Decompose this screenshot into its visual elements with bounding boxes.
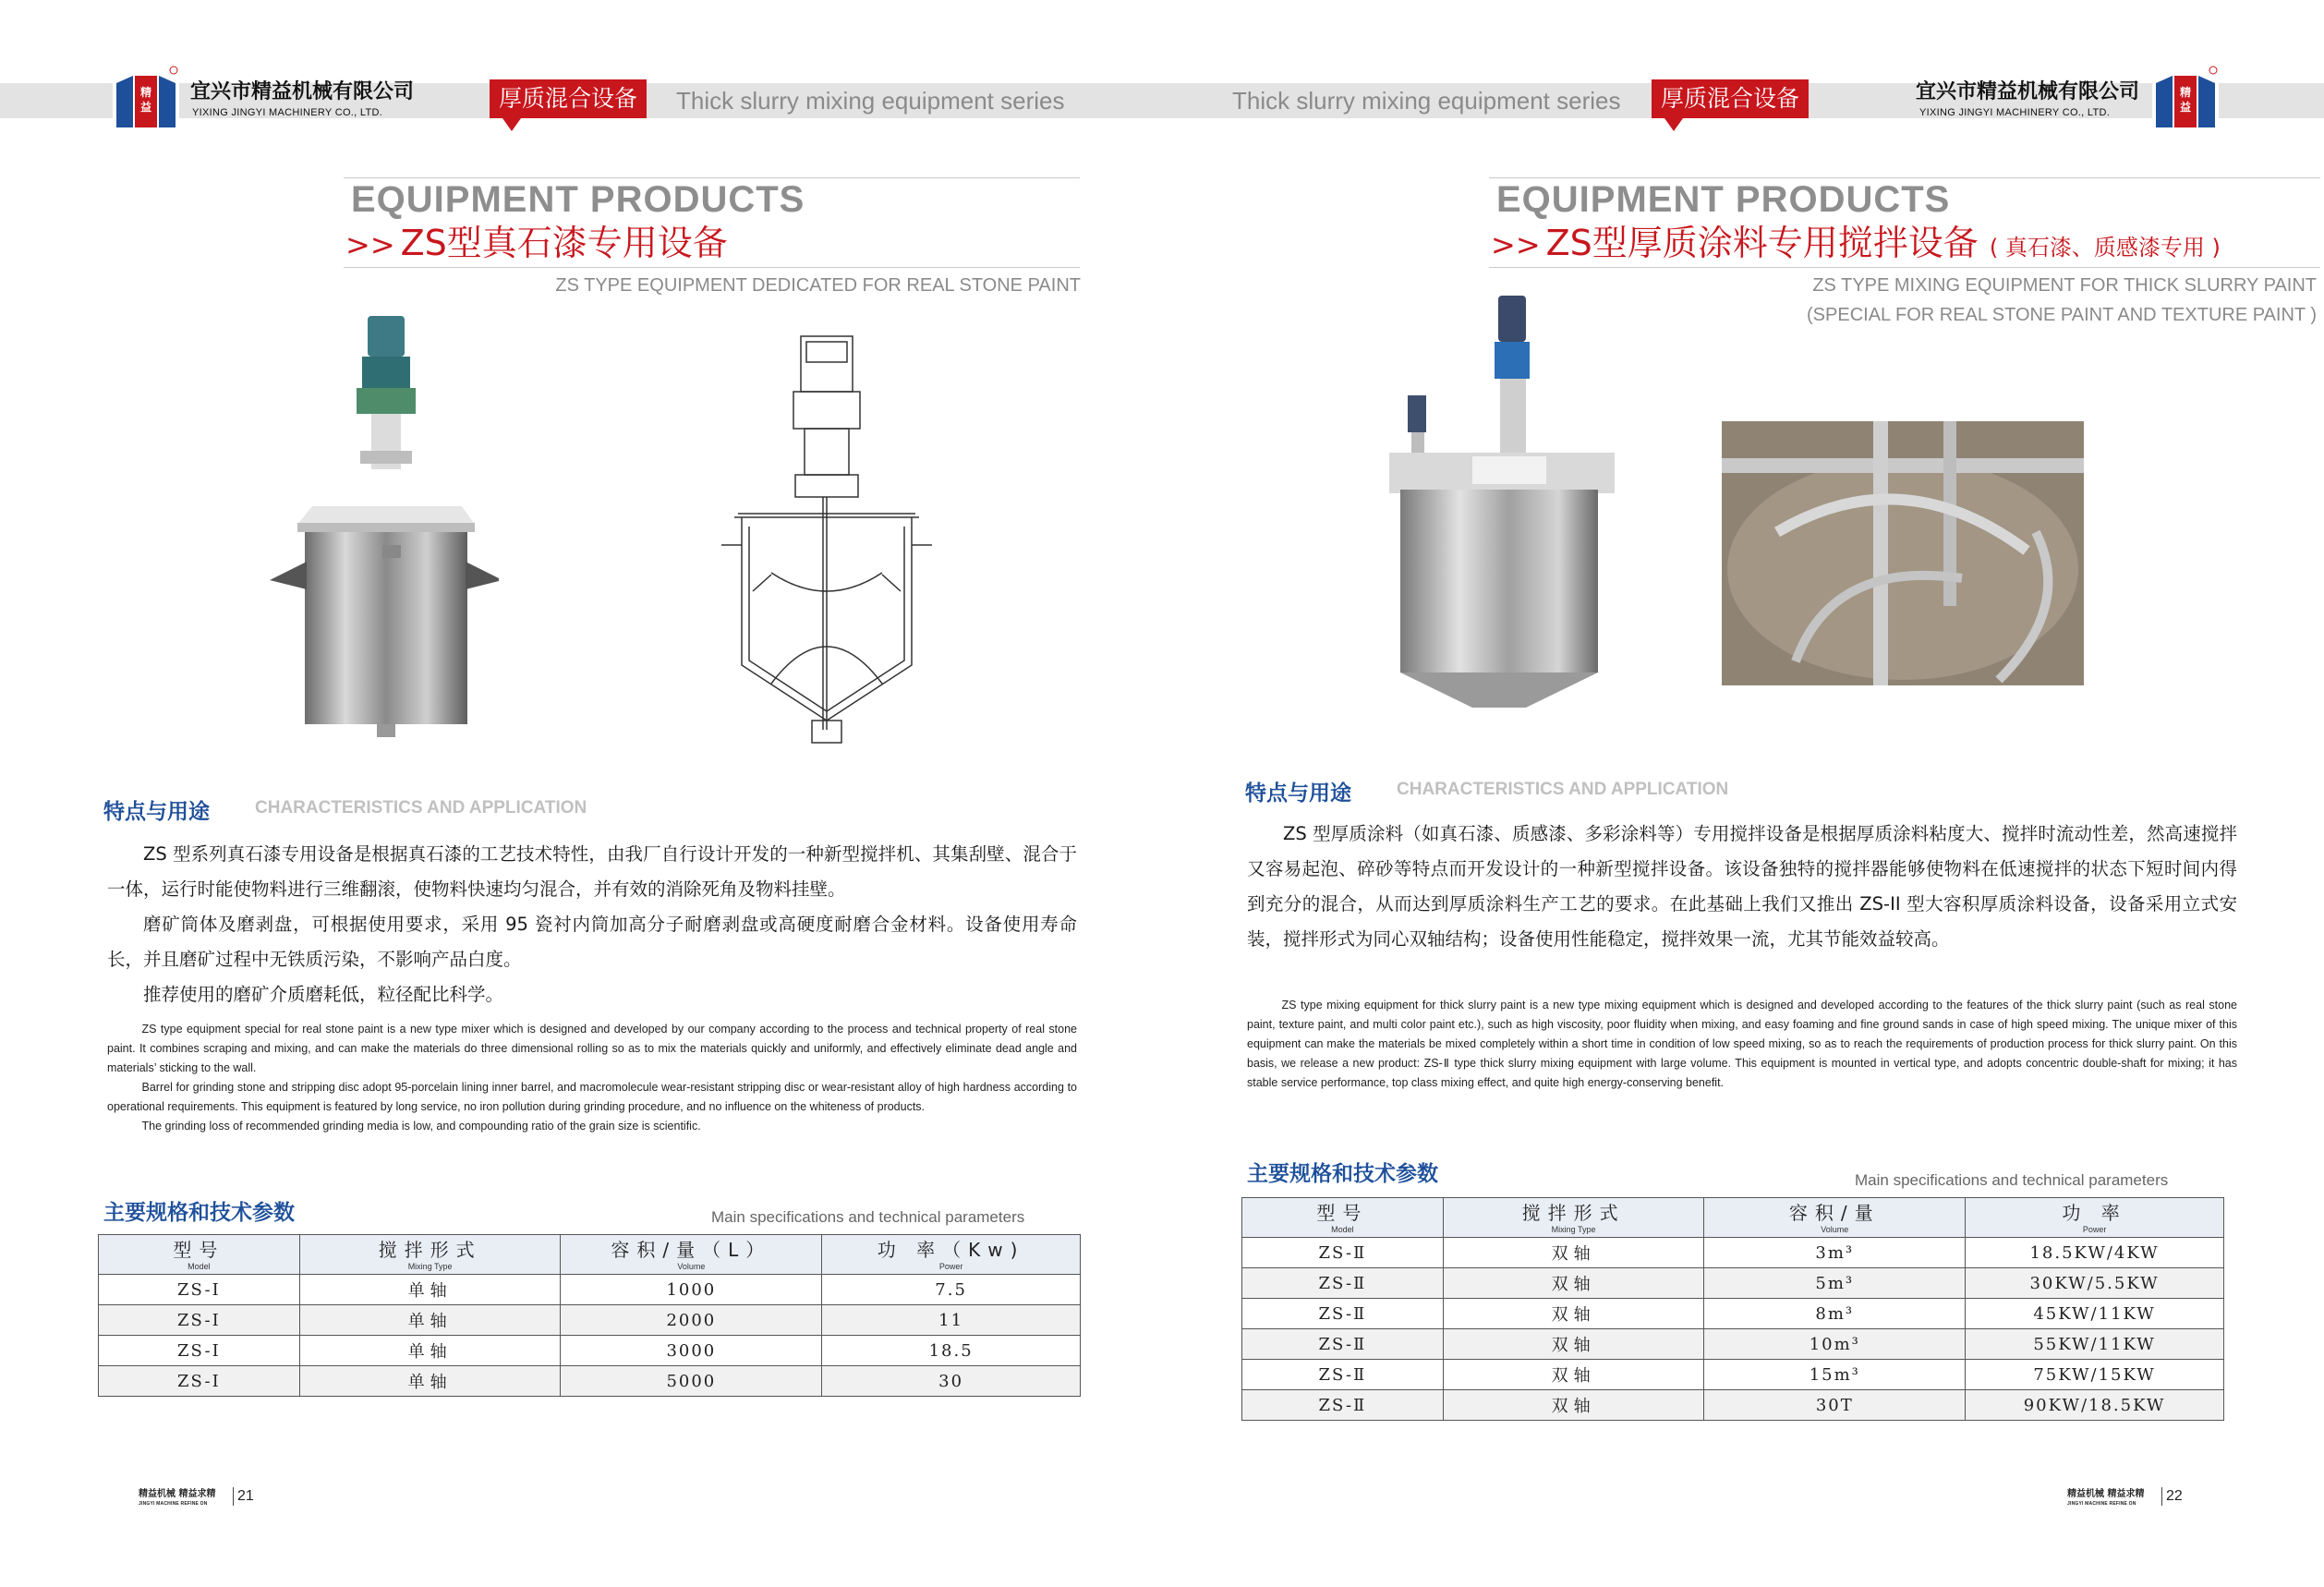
footer-brand: 精益机械 精益求精 JINGYI MACHINE REFINE ON xyxy=(139,1489,216,1507)
heading-rule-top xyxy=(1489,177,2320,178)
page-number: 21 xyxy=(233,1487,254,1506)
spec-heading-en: Main specifications and technical parameters xyxy=(711,1208,1025,1226)
table-row: ZS-Ⅱ 双轴 10m³ 55KW/11KW xyxy=(1242,1329,2224,1360)
description-en-para: The grinding loss of recommended grinding media is low, and compounding ratio of the grain size is scientific. xyxy=(141,1120,701,1133)
char-heading-cn: 特点与用途 xyxy=(103,800,210,824)
heading-rule-bottom xyxy=(1489,267,2320,268)
technical-drawing xyxy=(716,333,938,748)
title-chevron: >> xyxy=(1491,227,1541,262)
heading-rule-bottom xyxy=(344,267,1080,268)
series-tag: 厚质混合设备 xyxy=(490,79,647,118)
page-title xyxy=(345,214,728,265)
table-row: ZS-Ⅱ 双轴 5m³ 30KW/5.5KW xyxy=(1242,1268,2224,1299)
table-header-row xyxy=(99,1235,1081,1275)
description-cn-para: ZS 型系列真石漆专用设备是根据真石漆的工艺技术特性，由我厂自行设计开发的一种新型搅拌机、其集刮壁、混合于一体，运行时能使物料进行三维翻滚，使物料快速均匀混合，并有效的消除死角及物料挂壁。 xyxy=(107,843,1077,900)
description-en-para: ZS type mixing equipment for thick slurry paint is a new type mixing equipment which is designed and developed according to the features of the thick slurry paint (such as real stone paint, texture paint, and multi color paint etc.), such as high viscosity, poor fluidity when mixing, and easy foaming and fine ground sands in case of high speed mixing. The unique mixer of this equipment can make the materials be mixed completely within a short time in condition of low speed mixing, so as to reach the requirements of production process for thick slurry paint. On this basis, we release a new product: ZS-Ⅱ type thick slurry mixing equipment with large volume. This equipment is mounted in vertical type, and adopts concentric double-shaft for mixing; it has stable service performance, top class mixing effect, and quite high energy-conserving benefit. xyxy=(1247,999,2237,1089)
title-sub: ( 真石漆、质感漆专用 ) xyxy=(1989,235,2221,260)
col-model: 型号 Model xyxy=(1242,1198,1444,1238)
series-name-en: Thick slurry mixing equipment series xyxy=(1232,87,1621,115)
col-model: 型号 Model xyxy=(99,1235,300,1275)
subtitle-en: ZS TYPE EQUIPMENT DEDICATED FOR REAL STONE PAINT xyxy=(555,275,1081,296)
description-cn-para: ZS 型厚质涂料（如真石漆、质感漆、多彩涂料等）专用搅拌设备是根据厚质涂料粘度大、搅拌时流动性差，然高速搅拌又容易起泡、碎砂等特点而开发设计的一种新型搅拌设备。该设备独特的搅拌器能够使物料在低速搅拌的状态下短时间内得到充分的混合，从而达到厚质涂料生产工艺的要求。在此基础上我们又推出 ZS-II 型大容积厚质涂料设备，设备采用立式安装，搅拌形式为同心双轴结构；设备使用性能稳定，搅拌效果一流，尤其节能效益较高。 xyxy=(1247,823,2237,950)
series-name-en: Thick slurry mixing equipment series xyxy=(676,87,1065,115)
description-cn-para: 推荐使用的磨矿介质磨耗低，粒径配比科学。 xyxy=(143,984,504,1005)
svg-text:益: 益 xyxy=(140,101,152,114)
svg-text:精: 精 xyxy=(2180,86,2192,99)
spec-table xyxy=(1241,1197,2224,1421)
eq-products-heading: EQUIPMENT PRODUCTS xyxy=(351,179,805,220)
title-chevron: >> xyxy=(345,227,395,262)
col-mixing-type: 搅拌形式 Mixing Type xyxy=(1443,1198,1704,1238)
subtitle-en: ZS TYPE MIXING EQUIPMENT FOR THICK SLURRY PAINT xyxy=(1812,275,2317,296)
char-heading-en: CHARACTERISTICS AND APPLICATION xyxy=(255,798,587,818)
product-photo xyxy=(268,312,499,746)
footer-brand: 精益机械 精益求精 JINGYI MACHINE REFINE ON xyxy=(2067,1489,2145,1507)
company-logo-icon xyxy=(2152,63,2219,129)
company-logo-icon xyxy=(113,63,179,129)
table-row: ZS-I 单轴 2000 11 xyxy=(99,1305,1081,1336)
title-text: ZS型厚质涂料专用搅拌设备 xyxy=(1545,223,1979,263)
company-name-en: YIXING JINGYI MACHINERY CO., LTD. xyxy=(1919,107,2111,118)
description-cn xyxy=(107,837,1077,1012)
table-row: ZS-Ⅱ 双轴 8m³ 45KW/11KW xyxy=(1242,1299,2224,1329)
description-cn-para: 磨矿筒体及磨剥盘，可根据使用要求，采用 95 瓷衬内筒加高分子耐磨剥盘或高硬度耐磨合金材料。设备使用寿命长，并且磨矿过程中无铁质污染，不影响产品白度。 xyxy=(107,914,1077,970)
spec-table xyxy=(98,1234,1081,1397)
table-header-row xyxy=(1242,1198,2224,1238)
col-power: 功 率 Power xyxy=(1966,1198,2224,1238)
svg-text:精: 精 xyxy=(140,86,152,99)
char-heading-cn: 特点与用途 xyxy=(1245,781,1351,806)
spec-heading-cn: 主要规格和技术参数 xyxy=(1247,1162,1438,1186)
table-row: ZS-Ⅱ 双轴 30T 90KW/18.5KW xyxy=(1242,1390,2224,1421)
description-en-para: ZS type equipment special for real stone paint is a new type mixer which is designed and developed by our company according to the process and technical property of real stone paint. It combines scraping and mixing, and can make the materials do three dimensional rolling so as to mix the materials quickly and uniformly, and effectively eliminate dead angle and materials’ sticking to the wall. xyxy=(107,1023,1077,1074)
table-row: ZS-I 单轴 3000 18.5 xyxy=(99,1336,1081,1366)
spec-heading-en: Main specifications and technical parameters xyxy=(1855,1171,2169,1189)
table-row: ZS-I 单轴 5000 30 xyxy=(99,1366,1081,1397)
company-name-cn: 宜兴市精益机械有限公司 xyxy=(190,80,415,103)
subtitle-en-2: (SPECIAL FOR REAL STONE PAINT AND TEXTURE PAINT ) xyxy=(1807,305,2317,325)
description-en xyxy=(107,1020,1077,1136)
eq-products-heading: EQUIPMENT PRODUCTS xyxy=(1496,179,1951,220)
svg-text:益: 益 xyxy=(2180,101,2192,114)
page-number: 22 xyxy=(2161,1487,2183,1506)
col-power: 功 率（Kw) Power xyxy=(822,1235,1081,1275)
description-cn xyxy=(1247,817,2237,957)
table-row: ZS-Ⅱ 双轴 3m³ 18.5KW/4KW xyxy=(1242,1238,2224,1268)
company-name-cn: 宜兴市精益机械有限公司 xyxy=(1916,80,2140,103)
right-page xyxy=(1162,0,2324,1587)
heading-rule-top xyxy=(344,177,1080,178)
series-tag: 厚质混合设备 xyxy=(1652,79,1809,118)
title-text: ZS型真石漆专用设备 xyxy=(400,223,728,263)
page-title xyxy=(1491,214,2221,265)
col-mixing-type: 搅拌形式 Mixing Type xyxy=(299,1235,561,1275)
char-heading-en: CHARACTERISTICS AND APPLICATION xyxy=(1397,780,1729,799)
description-en xyxy=(1247,996,2237,1093)
col-volume: 容积/量（L） Volume xyxy=(561,1235,822,1275)
description-en-para: Barrel for grinding stone and stripping disc adopt 95-porcelain lining inner barrel, and macromolecule wear-resistant stripping disc or wear-resistant alloy of high hardness according to operational requirements. This equipment is featured by long service, no iron pollution during grinding procedure, and no influence on the whiteness of products. xyxy=(107,1081,1077,1113)
col-volume: 容积/量 Volume xyxy=(1704,1198,1966,1238)
company-name-en: YIXING JINGYI MACHINERY CO., LTD. xyxy=(192,107,383,118)
table-row: ZS-Ⅱ 双轴 15m³ 75KW/15KW xyxy=(1242,1360,2224,1390)
interior-photo xyxy=(1722,421,2084,685)
table-row: ZS-I 单轴 1000 7.5 xyxy=(99,1275,1081,1305)
spec-heading-cn: 主要规格和技术参数 xyxy=(103,1201,295,1225)
